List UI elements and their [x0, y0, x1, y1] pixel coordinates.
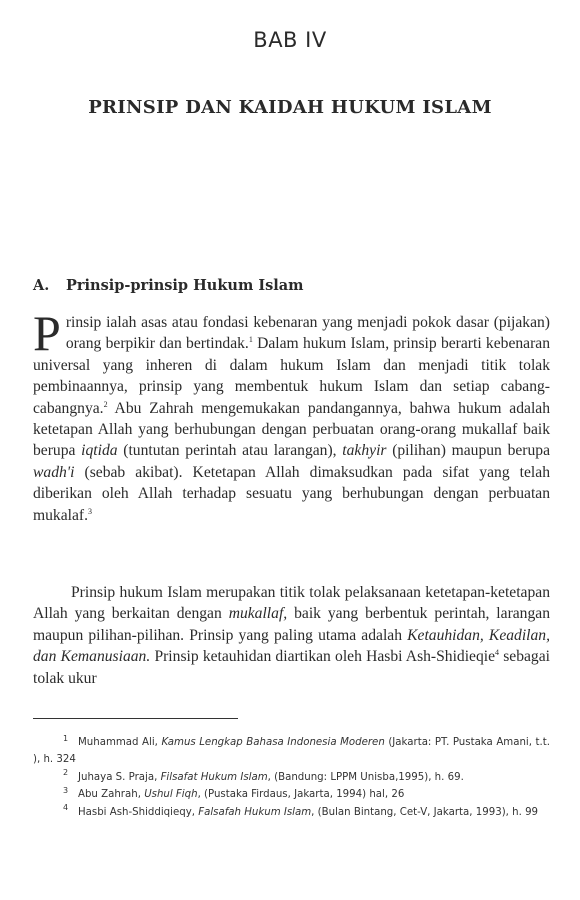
- text-run: (pilihan) maupun berupa: [386, 442, 550, 460]
- footnote-title: Ushul Fiqh: [144, 789, 198, 801]
- text-run: sebagai tolak ukur: [33, 648, 550, 687]
- text-run: Dalam hukum Islam, prinsip berarti kebenaran universal yang inheren di dalam hukum Islam dan menjadi titik tolak pembinaannya, prinsip yang membentuk hukum Islam dan setiap cabang-cabangnya.: [33, 335, 550, 417]
- footnote-title: Filsafat Hukum Islam: [160, 771, 268, 783]
- section-title: Prinsip-prinsip Hukum Islam: [66, 277, 304, 294]
- text-run: rinsip ialah asas atau fondasi kebenaran yang menjadi pokok dasar (pijakan) orang berpikir dan bertindak.: [65, 314, 550, 353]
- footnote-title: Falsafah Hukum Islam: [198, 806, 312, 818]
- footnote-ref[interactable]: 4: [495, 648, 500, 658]
- footnote-ref[interactable]: 1: [248, 335, 253, 345]
- italic-term: mukallaf,: [228, 605, 288, 623]
- paragraph-1: [33, 305, 550, 526]
- footnote-1: 1 Muhammad Ali, Kamus Lengkap Bahasa Indonesia Moderen (Jakarta: PT. Pustaka Amani, t.t. ), h. 324: [33, 733, 550, 766]
- italic-term: takhyir: [342, 442, 387, 460]
- italic-term: Ketauhidan, Keadilan, dan Kemanusiaan.: [33, 626, 550, 666]
- text-run: (tuntutan perintah atau larangan),: [117, 442, 343, 460]
- chapter-heading: BAB IV: [253, 28, 327, 52]
- footnote-2: 2 Juhaya S. Praja, Filsafat Hukum Islam, (Bandung: LPPM Unisba,1995), h. 69.: [63, 768, 464, 783]
- footnote-text: Abu Zahrah,: [78, 789, 145, 801]
- footnote-ref[interactable]: 2: [103, 399, 108, 409]
- text-run: Prinsip ketauhidan diartikan oleh Hasbi Ash-Shidieqie: [150, 648, 496, 666]
- italic-term: iqtida: [81, 442, 118, 460]
- chapter-title: PRINSIP DAN KAIDAH HUKUM ISLAM: [88, 97, 492, 118]
- footnote-title: Kamus Lengkap Bahasa Indonesia Moderen: [161, 737, 385, 748]
- footnote-text: , (Bandung: LPPM Unisba,1995), h. 69.: [267, 771, 464, 783]
- footnote-text: , (Pustaka Firdaus, Jakarta, 1994) hal, 26: [197, 789, 405, 801]
- drop-cap: P: [33, 305, 61, 361]
- paragraph-2: [33, 582, 550, 689]
- text-run: (sebab akibat). Ketetapan Allah dimaksudkan pada sifat yang telah diberikan oleh Allah terhadap sesuatu yang berhubungan dengan perbuatan mukalaf.: [33, 463, 550, 524]
- footnote-text: , (Bulan Bintang, Cet-V, Jakarta, 1993), h. 99: [311, 806, 539, 818]
- footnote-divider: [33, 718, 238, 719]
- footnote-4: 4 Hasbi Ash-Shiddiqieqy, Falsafah Hukum Islam, (Bulan Bintang, Cet-V, Jakarta, 1993), h. 99: [63, 803, 539, 818]
- text-run: Abu Zahrah mengemukakan pandangannya, bahwa hukum adalah ketetapan Allah yang berhubungan dengan perbuatan orang-orang mukallaf baik berupa: [33, 399, 550, 460]
- footnote-text: (Jakarta: PT. Pustaka Amani, t.t. ), h. 324: [33, 737, 550, 766]
- footnote-3: 3 Abu Zahrah, Ushul Fiqh, (Pustaka Firdaus, Jakarta, 1994) hal, 26: [63, 785, 405, 801]
- footnote-text: Hasbi Ash-Shiddiqieqy,: [78, 806, 199, 818]
- footnote-ref[interactable]: 3: [88, 506, 92, 516]
- text-run: baik yang berbentuk perintah, larangan maupun pilihan-pilihan. Prinsip yang paling utama adalah: [33, 605, 550, 644]
- footnote-text: Juhaya S. Praja,: [78, 771, 161, 783]
- footnote-text: Muhammad Ali,: [78, 737, 162, 748]
- footnotes: [33, 734, 550, 821]
- section-heading: [33, 277, 553, 294]
- section-label: A.: [33, 277, 50, 294]
- italic-term: wadh'i: [33, 463, 75, 481]
- text-run: Prinsip hukum Islam merupakan titik tolak pelaksanaan ketetapan-ketetapan Allah yang berkaitan dengan: [33, 584, 550, 623]
